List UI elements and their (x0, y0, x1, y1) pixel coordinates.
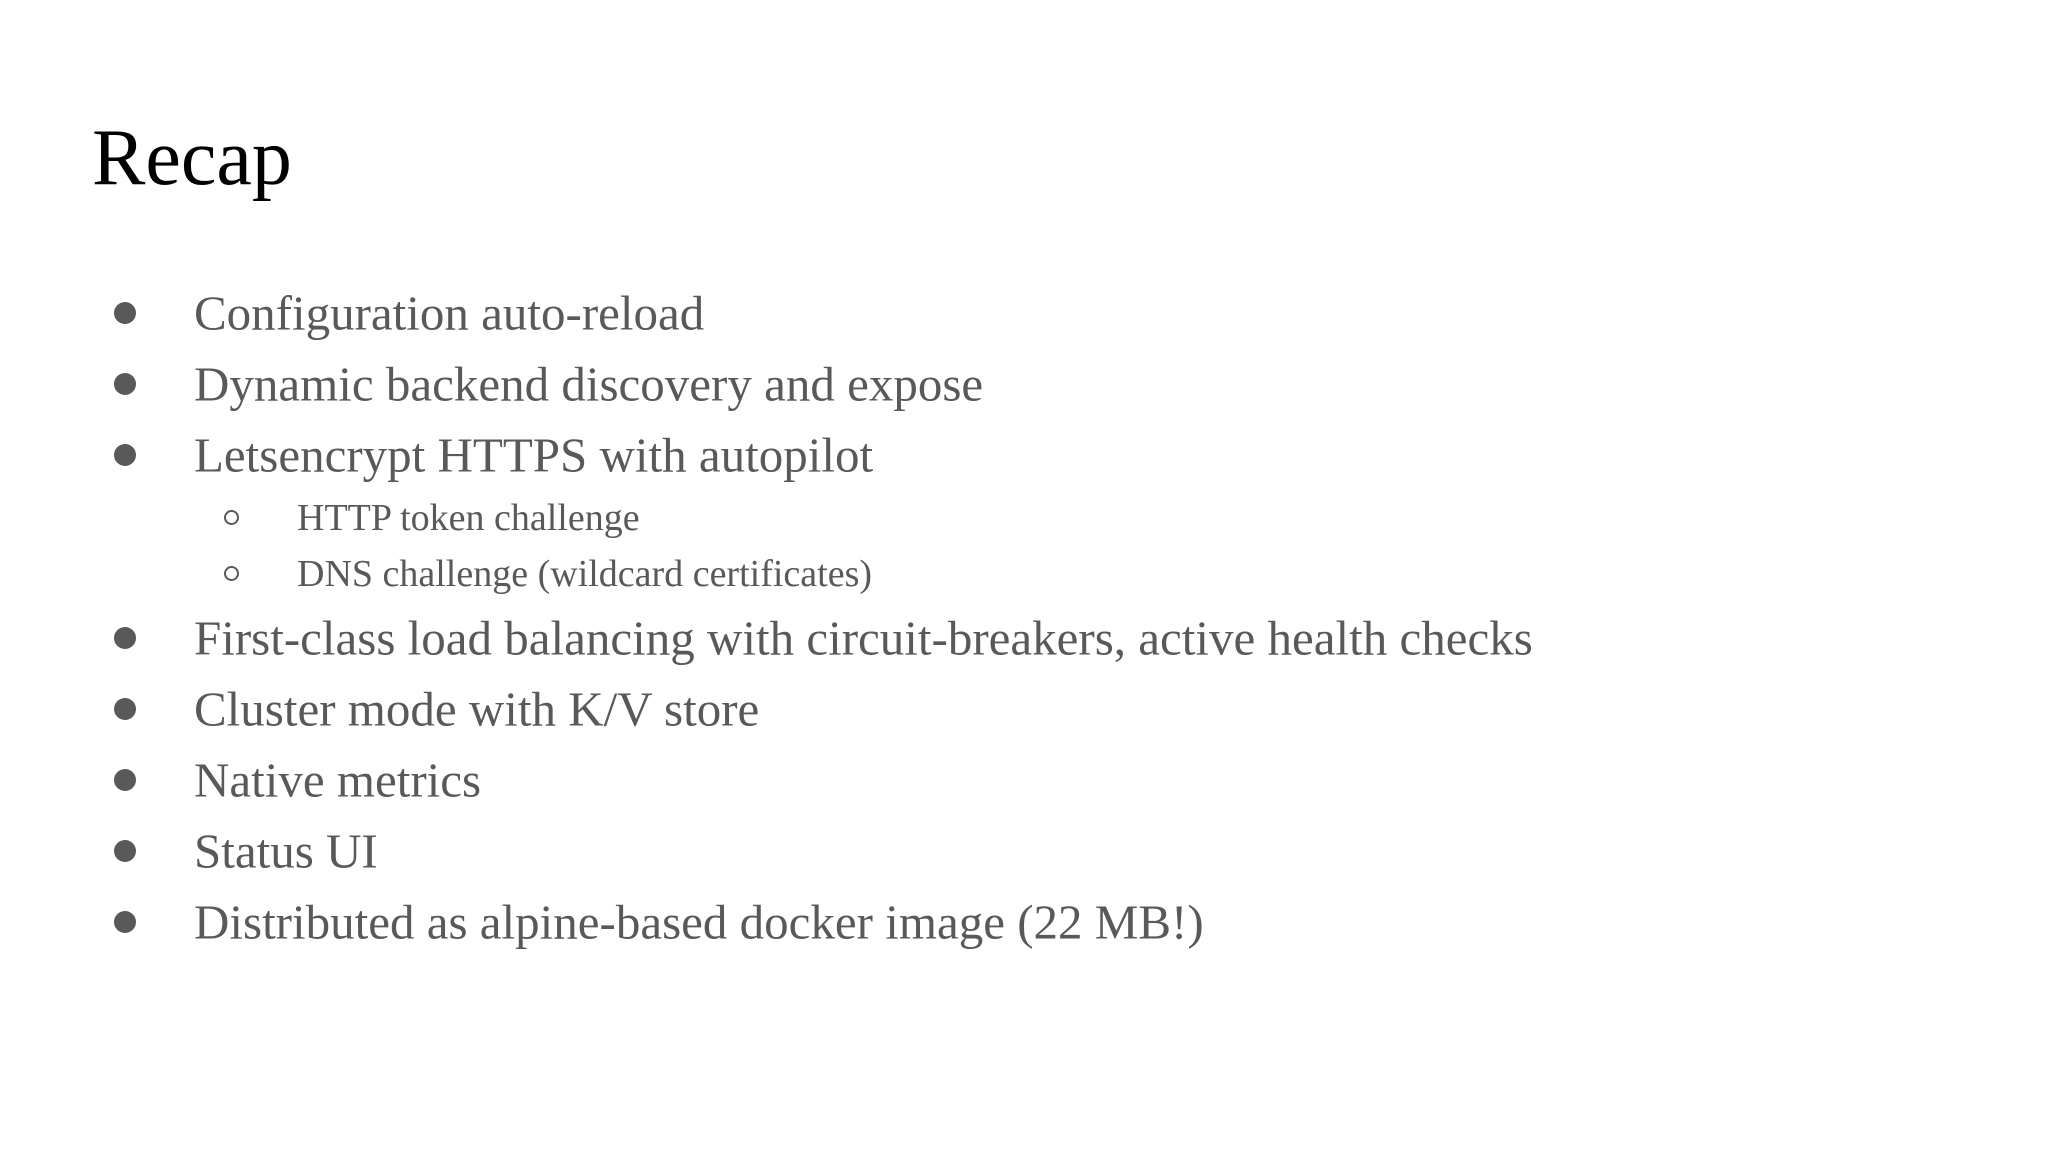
sub-bullet-text: DNS challenge (wildcard certificates) (297, 553, 873, 595)
hollow-bullet-icon (224, 510, 239, 525)
filled-bullet-icon (114, 627, 136, 649)
slide-title: Recap (92, 114, 292, 202)
bullet-text: Native metrics (194, 752, 482, 808)
bullet-text: Status UI (194, 823, 378, 879)
filled-bullet-icon (114, 769, 136, 791)
bullet-text: Configuration auto-reload (194, 285, 705, 341)
filled-bullet-icon (114, 302, 136, 324)
filled-bullet-icon (114, 373, 136, 395)
bullet-text: Cluster mode with K/V store (194, 681, 760, 737)
bullet-text: Dynamic backend discovery and expose (194, 356, 984, 412)
hollow-bullet-icon (224, 566, 239, 581)
filled-bullet-icon (114, 911, 136, 933)
bullet-text: Distributed as alpine-based docker image (22 MB!) (194, 894, 1204, 950)
sub-bullet-text: HTTP token challenge (297, 497, 640, 539)
filled-bullet-icon (114, 698, 136, 720)
filled-bullet-icon (114, 444, 136, 466)
filled-bullet-icon (114, 840, 136, 862)
bullet-text: First-class load balancing with circuit-breakers, active health checks (194, 610, 1533, 666)
bullet-text: Letsencrypt HTTPS with autopilot (194, 427, 874, 483)
